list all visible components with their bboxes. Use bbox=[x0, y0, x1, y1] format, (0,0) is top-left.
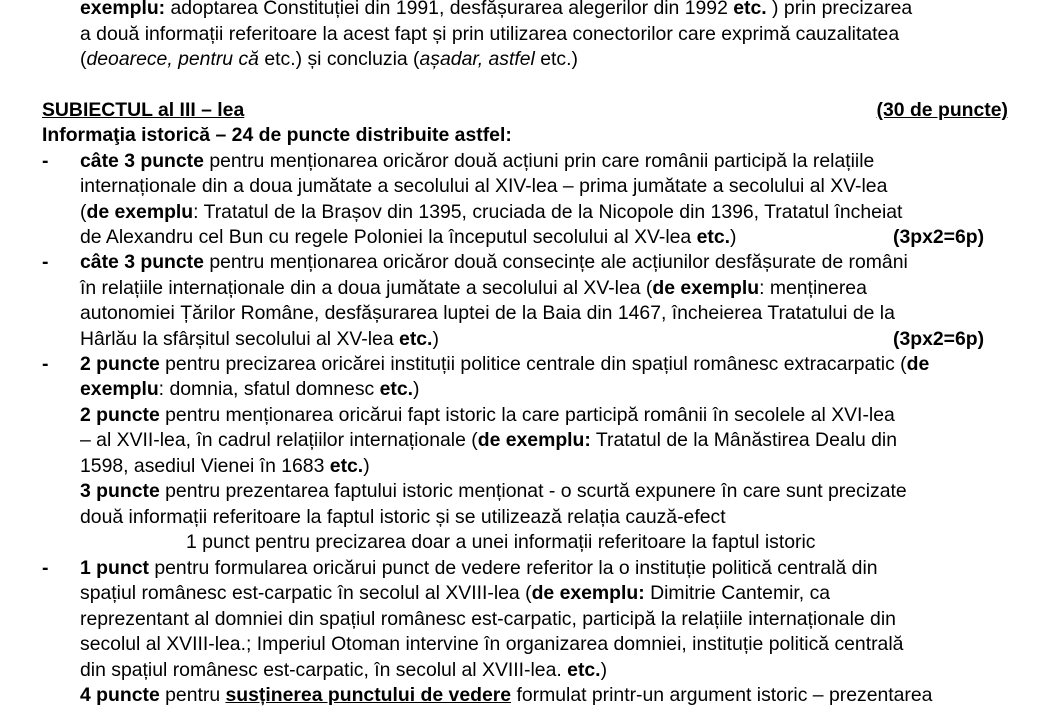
bullet-dash: - bbox=[42, 251, 49, 273]
text-line: autonomiei Țărilor Române, desfășurarea luptei de la Baia din 1467, încheierea Tratatului de la bbox=[80, 302, 895, 324]
text-line: exemplu: domnia, sfatul domnesc etc.) bbox=[80, 378, 420, 400]
text-line: Hârlău la sfârșitul secolului al XV-lea etc.) bbox=[80, 328, 439, 350]
text-line: 3 puncte pentru prezentarea faptului istoric menționat - o scurtă expunere în care sunt precizate bbox=[80, 480, 907, 502]
text-line: a două informații referitoare la acest fapt și prin utilizarea conectorilor care exprimă cauzalitatea bbox=[80, 23, 900, 45]
text-line: 1598, asediul Vienei în 1683 etc.) bbox=[80, 455, 370, 477]
text-line: 2 puncte pentru precizarea oricărei instituții politice centrale din spațiul românesc extracarpatic (de bbox=[80, 353, 930, 375]
text-line: 1 punct pentru formularea oricărui punct de vedere referitor la o instituție politică centrală din bbox=[80, 557, 878, 579]
text-line: – al XVII-lea, în cadrul relațiilor internaționale (de exemplu: Tratatul de la Mânăstirea Dealu din bbox=[80, 429, 897, 451]
text-line: câte 3 puncte pentru menționarea oricăror două acțiuni prin care românii participă la relațiile bbox=[80, 150, 875, 172]
text-line: internaționale din a doua jumătate a secolului al XIV-lea – prima jumătate a secolului al XV-lea bbox=[80, 175, 888, 197]
text-line: de Alexandru cel Bun cu regele Poloniei la începutul secolului al XV-lea etc.) bbox=[80, 226, 737, 248]
text-line: 4 puncte pentru susținerea punctului de vedere formulat printr-un argument istoric – prezentarea bbox=[80, 684, 933, 706]
bullet-dash: - bbox=[42, 353, 49, 375]
text-line: în relațiile internaționale din a doua jumătate a secolului al XV-lea (de exemplu: menținerea bbox=[80, 277, 867, 299]
section-heading bbox=[42, 98, 1008, 124]
text-line: secolul al XVIII-lea.; Imperiul Otoman intervine în organizarea domniei, instituție politică centrală bbox=[80, 633, 904, 655]
text-line: din spațiul românesc est-carpatic, în secolul al XVIII-lea. etc.) bbox=[80, 659, 608, 681]
section-subtitle: Informaţia istorică – 24 de puncte distribuite astfel: bbox=[42, 124, 512, 146]
text-line: exemplu: adoptarea Constituției din 1991, desfășurarea alegerilor din 1992 etc. ) prin precizarea bbox=[80, 0, 913, 19]
text-line: spațiul românesc est-carpatic în secolul al XVIII-lea (de exemplu: Dimitrie Cantemir, ca bbox=[80, 582, 831, 604]
text-line: 2 puncte pentru menționarea oricărui fapt istoric la care participă românii în secolele al XVI-lea bbox=[80, 404, 895, 426]
text-line: câte 3 puncte pentru menționarea oricăror două consecințe ale acțiunilor desfășurate de români bbox=[80, 251, 908, 273]
text-line: reprezentant al domniei din spațiul românesc est-carpatic, participă la relațiile internaționale din bbox=[80, 608, 896, 630]
text-line: (deoarece, pentru că etc.) și concluzia (așadar, astfel etc.) bbox=[80, 48, 578, 70]
score-label: (3px2=6p) bbox=[893, 226, 985, 248]
text-line: 1 punct pentru precizarea doar a unei informații referitoare la faptul istoric bbox=[186, 531, 816, 553]
text-line: două informații referitoare la faptul istoric și se utilizează relația cauză-efect bbox=[80, 506, 726, 528]
score-label: (3px2=6p) bbox=[893, 328, 985, 350]
section-title: SUBIECTUL al III – lea bbox=[42, 99, 245, 121]
bullet-dash: - bbox=[42, 150, 49, 172]
text-line: (de exemplu: Tratatul de la Brașov din 1395, cruciada de la Nicopole din 1396, Tratatul încheiat bbox=[80, 201, 903, 223]
bullet-dash: - bbox=[42, 557, 49, 579]
section-points: (30 de puncte) bbox=[876, 99, 1008, 121]
